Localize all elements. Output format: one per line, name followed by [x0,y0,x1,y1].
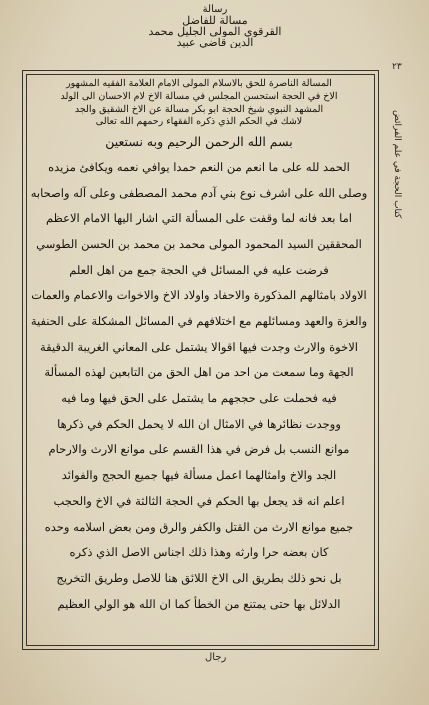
margin-note: كتاب الحجة في علم الفرائض [392,110,402,219]
text-line-1: الحمد لله على ما انعم من النعم حمدا يوافي نعمه ويكافئ مزيده [48,159,350,174]
text-line-11: ووجدت نظائرها في الامثال ان الله لا يحمل الحكم في ذكرها [57,416,341,431]
main-text-block [30,78,368,644]
text-line-18: الدلائل بها حتى يمتنع من الخطأ كما ان الله هو الولي العظيم [57,596,341,611]
basmala-line: بسم الله الرحمن الرحيم وبه نستعين [105,134,293,150]
catchword: رجال [205,652,227,663]
text-line-6: الاولاد بامثالهم المذكورة والاحفاد واولاد الاخ والاخوات والاعمام والعمات [31,288,367,303]
text-line-8: الاخوة والارث وجدت فيها اقوالا يشتمل على المعاني الغريبة الدقيقة [40,339,358,354]
text-line-15: جميع موانع الارث من القتل والكفر والرق ومن بعض اسلامه وحده [44,519,354,534]
intro-line-2: الاخ في الحجة استحسن المجلس في مسألة الاخ لام الاحسان الى الولد [60,90,338,102]
text-line-5: فرضت عليه في المسائل في الحجة جمع من اهل العلم [69,262,329,277]
header-line-4: الدين قاضي عبيد [176,37,254,48]
text-line-12: موانع النسب بل فرض في هذا القسم على موانع الارث والارحام [48,442,350,457]
intro-line-1: المسألة الناصرة للحق بالاسلام المولى الامام العلامة الفقيه المشهور [66,78,332,89]
header-line-2: مسألة للفاضل [182,15,248,26]
text-line-7: والعزة والعهد ومسائلهم مع اختلافهم في المسائل المشكلة على الحنفية [30,314,368,328]
text-line-2: وصلى الله على اشرف نوع بني آدم محمد المصطفى وعلى آله واصحابه [30,185,368,200]
text-line-10: فيه فحملت على حججهم ما يشتمل على الحق فيها وما فيه [61,391,337,406]
text-line-3: اما بعد فانه لما وقفت على المسألة التي اشار اليها الامام الاعظم [46,211,352,226]
text-line-16: كان بعضه حرا وارثه وهذا ذلك اجناس الاصل الذي ذكره [69,545,329,560]
text-line-13: الجد والاخ وامثالهما اعمل مسألة فيها جميع الحجج والفوائد [61,468,337,483]
header-line-3: القرقوي المولى الجليل محمد [148,26,282,37]
intro-line-4: لاشك في الحكم الذي ذكره الفقهاء رحمهم الله تعالى [95,116,303,128]
header-line-1: رسالة [202,4,228,15]
text-line-9: الجهة وما سمعت من احد من اهل الحق من التابعين لهذه المسألة [44,365,354,380]
text-line-4: المحققين السيد المحمود المولى محمد بن محمد بن الحسن الطوسي [36,236,362,251]
intro-line-3: المشهد النبوي شيخ الحجة ابو بكر مسألة عن الاخ الشقيق والجد [74,103,324,115]
title-header [100,4,330,62]
text-line-14: اعلم انه قد يجعل بها الحكم في الحجة الثالثة في الاخ والحجب [53,493,345,508]
folio-number: ٢٣ [392,62,402,72]
text-line-17: بل نحو ذلك بطريق الى الاخ اللائق هنا للاصل وطريق التخريج [56,570,342,585]
